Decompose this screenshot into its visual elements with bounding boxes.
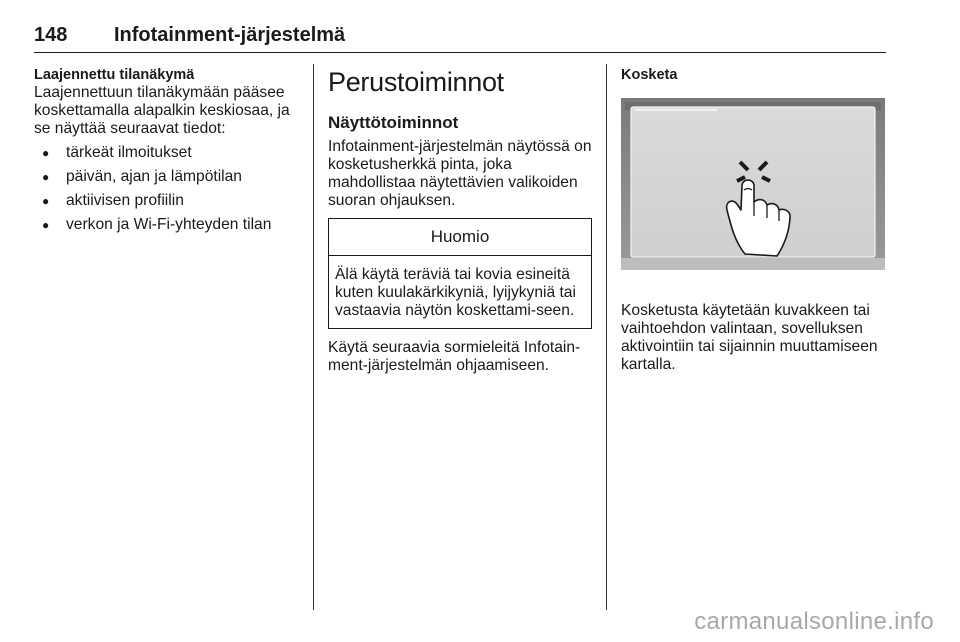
page-number: 148 — [34, 24, 68, 46]
touch-tap-gesture-icon — [621, 98, 885, 270]
list-item: ● päivän, ajan ja lämpötilan — [34, 168, 304, 186]
column-divider-2 — [606, 64, 607, 610]
note-title: Huomio — [329, 219, 591, 256]
column-1 — [34, 66, 304, 240]
list-item: ● verkon ja Wi-Fi-yhteyden tilan — [34, 216, 304, 234]
watermark: carmanualsonline.info — [694, 608, 934, 635]
list-item: ● aktiivisen profiilin — [34, 192, 304, 210]
column-divider-1 — [313, 64, 314, 610]
column-3 — [621, 66, 891, 374]
subheading-expanded-status: Laajennettu tilanäkymä — [34, 67, 195, 83]
list-item: ● tärkeät ilmoitukset — [34, 144, 304, 162]
section-title: Perustoiminnot — [328, 67, 504, 97]
chapter-title: Infotainment-järjestelmä — [114, 24, 346, 46]
section-heading: Näyttötoiminnot — [328, 113, 459, 132]
column-2 — [328, 66, 592, 375]
intro-paragraph: Laajennettuun tilanäkymään pääsee koskettamalla alapalkin keskiosaa, ja se näyttää seuraavat tiedot: — [34, 84, 290, 137]
note-box — [328, 218, 592, 329]
subheading-tap: Kosketa — [621, 67, 678, 83]
tap-paragraph: Kosketusta käytetään kuvakkeen tai vaihtoehdon valintaan, sovelluksen aktivointiin tai sijainnin muuttamiseen kartalla. — [621, 302, 878, 373]
gestures-paragraph: Käytä seuraavia sormieleitä Infotain-ment-järjestelmän ohjaamiseen. — [328, 339, 581, 374]
note-body: Älä käytä teräviä tai kovia esineitä kuten kuulakärkikyniä, lyijykyniä tai vastaavia näytön koskettami-seen. — [335, 266, 576, 319]
page-header — [34, 24, 886, 53]
bullet-list — [34, 144, 304, 234]
display-paragraph: Infotainment-järjestelmän näytössä on kosketusherkkä pinta, joka mahdollistaa näytettävien valikoiden suoran ohjauksen. — [328, 138, 592, 209]
